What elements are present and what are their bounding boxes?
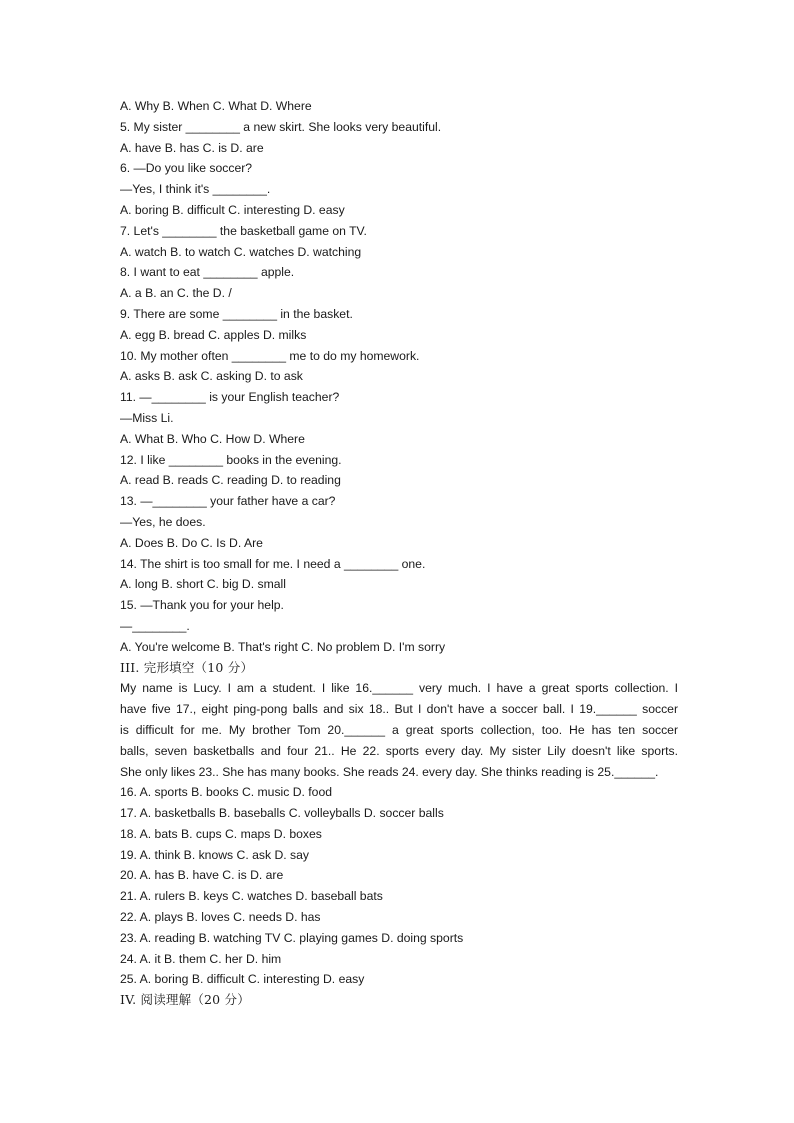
cloze-passage (120, 678, 678, 782)
question-line: —Miss Li. (120, 410, 174, 425)
option-line: 22. A. plays B. loves C. needs D. has (120, 910, 321, 925)
passage-line: have five 17., eight ping-pong balls and six 18.. But I don't have a soccer ball. I 19.______ soccer (120, 702, 678, 717)
question-line: A. asks B. ask C. asking D. to ask (120, 369, 303, 384)
question-line: A. watch B. to watch C. watches D. watching (120, 244, 362, 259)
option-line: 19. A. think B. knows C. ask D. say (120, 847, 309, 862)
question-line: 13. —________ your father have a car? (120, 494, 336, 509)
question-line: 14. The shirt is too small for me. I need a ________ one. (120, 556, 426, 571)
question-line: 15. —Thank you for your help. (120, 598, 284, 613)
question-line: A. a B. an C. the D. / (120, 286, 232, 301)
passage-line: My name is Lucy. I am a student. I like 16.______ very much. I have a great sports collection. I (120, 681, 678, 696)
question-line: A. You're welcome B. That's right C. No problem D. I'm sorry (120, 639, 446, 654)
option-line: 23. A. reading B. watching TV C. playing games D. doing sports (120, 930, 464, 945)
passage-line: balls, seven basketballs and four 21.. He 22. sports every day. My sister Lily doesn't like sports. (120, 743, 678, 758)
question-line: A. boring B. difficult C. interesting D. easy (120, 202, 345, 217)
question-line: 7. Let's ________ the basketball game on TV. (120, 223, 367, 238)
question-line: 11. —________ is your English teacher? (120, 390, 340, 405)
question-line: —Yes, he does. (120, 514, 206, 529)
option-line: 20. A. has B. have C. is D. are (120, 868, 284, 883)
cloze-options (120, 782, 678, 990)
question-line: 5. My sister ________ a new skirt. She looks very beautiful. (120, 119, 442, 134)
question-line: A. long B. short C. big D. small (120, 577, 286, 592)
question-line: A. Why B. When C. What D. Where (120, 99, 312, 113)
question-line: —________. (120, 618, 190, 633)
question-line: A. have B. has C. is D. are (120, 140, 264, 155)
option-line: 17. A. basketballs B. baseballs C. volleyballs D. soccer balls (120, 806, 444, 821)
section-4-title: IV. 阅读理解（20 分） (120, 992, 250, 1008)
question-line: 9. There are some ________ in the basket. (120, 306, 353, 321)
passage-line: is difficult for me. My brother Tom 20.______ a great sports collection, too. He has ten soccer (120, 722, 678, 737)
question-line: 6. —Do you like soccer? (120, 161, 253, 176)
question-line: 10. My mother often ________ me to do my homework. (120, 348, 420, 363)
option-line: 25. A. boring B. difficult C. interesting D. easy (120, 972, 365, 987)
option-line: 21. A. rulers B. keys C. watches D. baseball bats (120, 889, 383, 904)
question-line: A. egg B. bread C. apples D. milks (120, 327, 307, 342)
passage-line: She only likes 23.. She has many books. She reads 24. every day. She thinks reading is 25.______. (120, 764, 659, 779)
question-line: —Yes, I think it's ________. (120, 182, 271, 197)
option-line: 16. A. sports B. books C. music D. food (120, 785, 333, 800)
question-line: 12. I like ________ books in the evening. (120, 452, 342, 467)
option-line: 24. A. it B. them C. her D. him (120, 951, 282, 966)
question-line: A. read B. reads C. reading D. to reading (120, 473, 341, 488)
option-line: 18. A. bats B. cups C. maps D. boxes (120, 826, 322, 841)
question-line: A. What B. Who C. How D. Where (120, 431, 305, 446)
question-line: 8. I want to eat ________ apple. (120, 265, 295, 280)
section-3-title: III. 完形填空（10 分） (120, 659, 254, 675)
document-page (120, 96, 678, 1011)
questions-block (120, 96, 678, 658)
question-line: A. Does B. Do C. Is D. Are (120, 535, 263, 550)
